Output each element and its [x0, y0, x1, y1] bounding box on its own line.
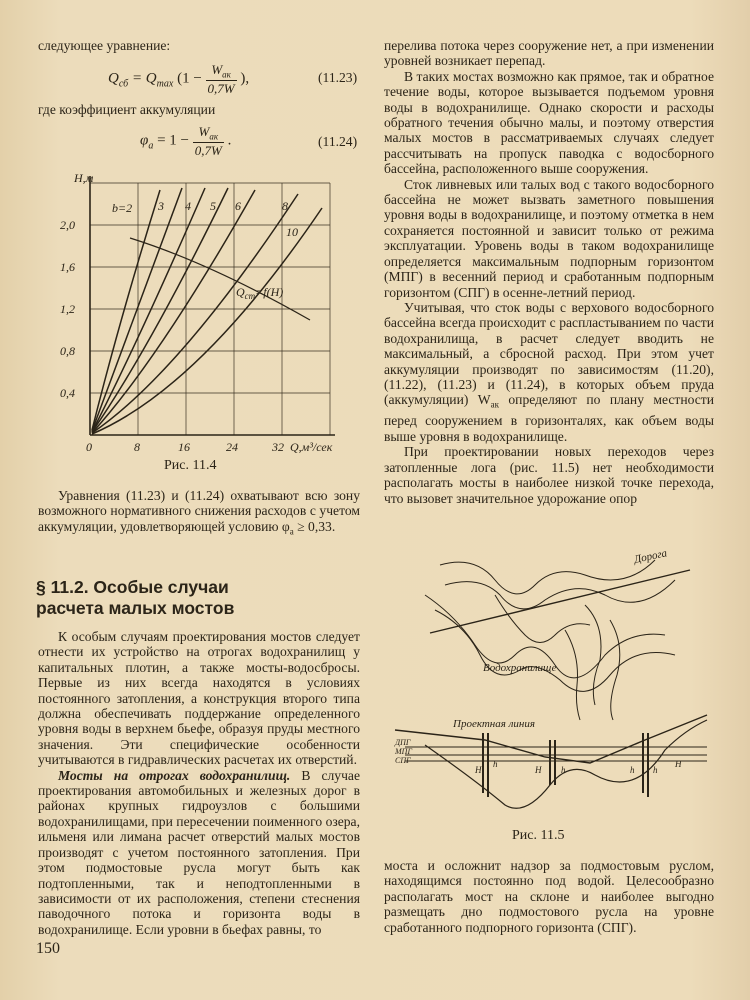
left-text-4	[38, 629, 360, 937]
curve-label: 10	[286, 225, 298, 239]
x-tick-label: 24	[226, 440, 238, 454]
paragraph: В таких мостах возможно как прямое, так и обратное течение воды, которое вызывается подъемом уровня воды в водохранилище. Однако скорости и расходы обратного течения обычно малы, и поэтому отверстия малых мостов в рассматриваемых случаях следует рассчитывать на пропуск паводка с водосборного бассейна, расположенного выше сооружения.	[384, 68, 714, 177]
left-text-3	[38, 488, 360, 540]
level-labels	[394, 738, 412, 765]
paragraph: Уравнения (11.23) и (11.24) охватывают всю зону возможного нормативного снижения расходов с учетом аккумуляции, удовлетворяющей условию $\varphi_а \ge 0,33$.	[38, 488, 360, 537]
equation-number: (11.23)	[318, 70, 358, 85]
curve-label: 4	[185, 199, 191, 213]
road-label: Дорога	[633, 547, 669, 566]
q-cm-label: $Q_{cm}=f(H)$	[236, 285, 284, 301]
dim-label: h	[653, 765, 658, 775]
curve-b2	[92, 190, 160, 430]
curve-label: 8	[282, 199, 288, 213]
figure-caption: Рис. 11.4	[164, 458, 217, 473]
x-tick-label: 0	[86, 440, 92, 454]
section-heading	[36, 577, 366, 619]
y-tick-labels	[60, 171, 94, 400]
heading-line: § 11.2. Особые случаи	[36, 577, 229, 597]
paragraph: моста и осложнит надзор за подмостовым руслом, находящимся постоянно под водой. Целесообразно располагать мост на склоне и наиболее выгодно размещать дно подмостового русла на уровне сработанного подпорного горизонта (СПГ).	[384, 858, 714, 935]
curve-label: 5	[210, 199, 216, 213]
paragraph: где коэффициент аккумуляции	[38, 102, 216, 117]
curve-b5	[92, 188, 228, 432]
design-line-label: Проектная линия	[453, 718, 535, 730]
curve-labels	[112, 199, 298, 301]
dim-label: H	[475, 765, 482, 775]
curve-label: 6	[235, 199, 241, 213]
curve-b4	[92, 188, 205, 432]
formula-11-23: $Q_{сб} = Q_{max}$ (1 − $\frac{W_{ак}}{0,7W}$ ),	[108, 62, 250, 96]
x-tick-label: 16	[178, 440, 190, 454]
y-tick-label: 0,8	[60, 344, 75, 358]
left-intro	[38, 38, 360, 53]
dim-label: H	[675, 759, 682, 769]
road-line	[430, 570, 690, 633]
right-text-2	[384, 858, 714, 935]
formula-11-24: $\varphi_а = 1$ − $\frac{W_{ак}}{0,7W}$ .	[140, 124, 232, 158]
right-text-1	[384, 38, 714, 506]
level-label: МПГ	[395, 747, 412, 756]
y-tick-label: 1,2	[60, 302, 75, 316]
curve-b3	[92, 188, 182, 431]
dim-label: H	[535, 765, 542, 775]
paragraph: следующее уравнение:	[38, 38, 171, 53]
dim-label: h	[630, 765, 635, 775]
y-axis-title: H,м	[74, 171, 94, 185]
dim-label: h	[561, 765, 566, 775]
dim-label: h	[493, 759, 498, 769]
paragraph: При проектировании новых переходов через затопленные лога (рис. 11.5) нет необходимости располагать мосты в наиболее низкой точке перехода, что вызовет значительное удорожание опор	[384, 444, 714, 506]
figure-caption: Рис. 11.5	[512, 828, 565, 843]
reservoir-label: Водохранилище	[483, 662, 557, 674]
paragraph: Сток ливневых или талых вод с такого водосборного бассейна не может вызвать заметного повышения уровня воды в водохранилище, и поэтому отметка в нем сохраняется постоянной и зависит только от режима эксплуатации. Уровень воды в таком водохранилище определяется максимальным подпорным горизонтом (МПГ) в весенний период и сработанным подпорным горизонтом (СПГ) в осенне-летний период.	[384, 176, 714, 300]
ground-profile	[425, 720, 707, 808]
figure-11-5-diagram	[385, 535, 715, 825]
x-axis-title: Q,м³/сек	[290, 440, 333, 454]
heading-line: расчета малых мостов	[36, 598, 235, 618]
paragraph: перелива потока через сооружение нет, а при изменении уровней возникает перепад.	[384, 38, 714, 69]
level-label: СПГ	[395, 756, 411, 765]
paragraph: Мосты на отрогах водохранилищ. В случае проектирования автомобильных и железных дорог в районах крупных гидроузлов с большими водохранилищами, при пересечении поименного озера, ильменя или лимана расчет отверстий малых мостов производят с учетом постоянного затопления. При этом подмостовые русла могут быть как подтопленными, так и неподтопленными в зависимости от их расположения, степени стеснения паводочного потока и горизонта воды в водохранилище. Если уровни в бьефах равны, то	[38, 767, 360, 937]
y-tick-label: 1,6	[60, 260, 75, 274]
level-label: ДПГ	[395, 738, 411, 747]
y-tick-label: 2,0	[60, 218, 75, 232]
curve-label: 3	[158, 199, 164, 213]
x-tick-labels	[86, 440, 333, 454]
contour-lines	[425, 560, 675, 720]
x-tick-label: 8	[134, 440, 140, 454]
paragraph: К особым случаям проектирования мостов следует отнести их устройство на отрогах водохранилищ у капитальных плотин, а также мосты-водосбросы. Первые из них всегда находятся в условиях постоянного затопления, а конструкция второго типа должна обеспечивать поддержание определенного уровня воды в верхнем бьефе, образуя пруды местного значения. Эти специфические особенности учитываются в гидравлических расчетах их отверстий.	[38, 629, 360, 768]
curve-b6	[92, 190, 255, 433]
equation-number: (11.24)	[318, 134, 358, 149]
left-text-2	[38, 102, 360, 117]
page-number: 150	[36, 940, 60, 957]
paragraph: Учитывая, что сток воды с верхового водосборного бассейна всегда происходит с распластыванием по части водохранилища, в расчет следует вводить не максимальный, а сбросной расход. При этом учет аккумуляции производят по зависимостям (11.20), (11.22), (11.23) и (11.24), в которых объем пруда (аккумуляции) $W_{ак}$ определяют по плану местности перед сооружением в горизонталях, как объем воды выше уровня в водохранилище.	[384, 299, 714, 444]
curve-label: b=2	[112, 201, 133, 215]
y-tick-label: 0,4	[60, 386, 75, 400]
grid	[90, 183, 330, 435]
profile	[395, 715, 707, 808]
x-tick-label: 32	[272, 440, 284, 454]
figure-11-4-chart	[60, 168, 345, 458]
